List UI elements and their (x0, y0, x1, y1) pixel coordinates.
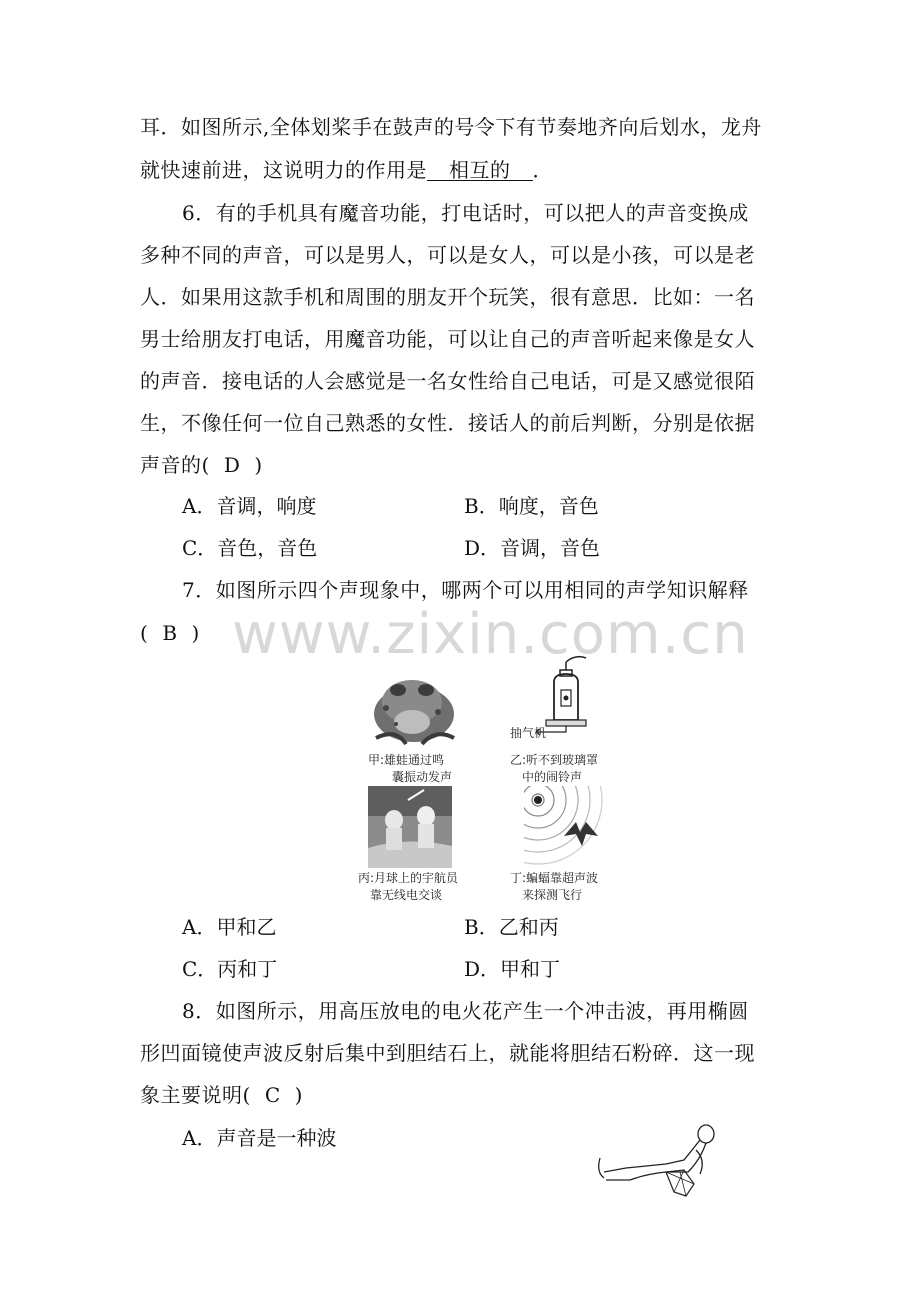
q6-line-5: 的声音．接电话的人会感觉是一名女性给自己电话，可是又感觉很陌 (140, 369, 755, 393)
q6-option-b: B．响度，音色 (464, 494, 599, 518)
caption-bing: 丙:月球上的宇航员 靠无线电交谈 (358, 871, 459, 902)
frog-image (366, 668, 462, 748)
q7-open-paren: ( (140, 621, 149, 645)
q6-option-d: D．音调，音色 (464, 536, 601, 560)
q7-option-d: D．甲和丁 (464, 957, 561, 981)
q6-line-1: 6．有的手机具有魔音功能，打电话时，可以把人的声音变换成 (182, 201, 749, 225)
q7-option-a: A．甲和乙 (182, 915, 277, 939)
caption-jia: 甲:雄蛙通过鸣 囊振动发声 (368, 753, 453, 784)
q8-answer: C (264, 1083, 281, 1107)
q5-end: ． (532, 158, 553, 182)
pump-label: 抽气机 (510, 726, 547, 740)
q5-answer-blank: 相互的 (427, 160, 533, 181)
q7-close-paren: ) (191, 621, 200, 645)
lithotripsy-image (596, 1120, 720, 1200)
q6-line-2: 多种不同的声音，可以是男人，可以是女人，可以是小孩，可以是老 (140, 243, 755, 267)
watermark: www.zixin.com.cn (232, 602, 749, 667)
q6-stem-end: 声音的( (140, 453, 210, 477)
q8-line-1: 8．如图所示，用高压放电的电火花产生一个冲击波，再用椭圆 (182, 999, 749, 1023)
q6-answer: D (223, 453, 241, 477)
caption-ding: 丁:蝙蝠靠超声波 来探测飞行 (510, 871, 599, 902)
q8-option-a: A．声音是一种波 (182, 1126, 337, 1150)
q6-option-a: A．音调，响度 (182, 494, 317, 518)
q7-answer: B (162, 621, 178, 645)
caption-yi: 乙:听不到玻璃罩 中的闹铃声 (510, 753, 599, 784)
q5-line-2 (140, 160, 553, 181)
q7-option-b: B．乙和丙 (464, 915, 559, 939)
q6-line-7 (140, 455, 263, 475)
q8-line-3 (140, 1085, 303, 1105)
q8-stem-end: 象主要说明( (140, 1083, 251, 1107)
q6-line-4: 男士给朋友打电话，用魔音功能，可以让自己的声音听起来像是女人 (140, 327, 755, 351)
q6-line-6: 生，不像任何一位自己熟悉的女性．接话人的前后判断，分别是依据 (140, 411, 755, 435)
bat-image (524, 786, 608, 868)
q7-line-2 (140, 623, 200, 643)
q5-line-1: 耳．如图所示,全体划桨手在鼓声的号令下有节奏地齐向后划水，龙舟 (140, 115, 762, 139)
q7-line-1: 7．如图所示四个声现象中，哪两个可以用相同的声学知识解释 (182, 578, 749, 602)
q7-option-c: C．丙和丁 (182, 957, 278, 981)
astronauts-image (368, 786, 452, 868)
q6-line-3: 人．如果用这款手机和周围的朋友开个玩笑，很有意思．比如：一名 (140, 285, 755, 309)
q8-line-2: 形凹面镜使声波反射后集中到胆结石上，就能将胆结石粉碎．这一现 (140, 1041, 755, 1065)
q8-close-paren: ) (294, 1083, 303, 1107)
q5-stem: 就快速前进，这说明力的作用是 (140, 158, 427, 182)
q6-close-paren: ) (254, 453, 263, 477)
q6-option-c: C．音色，音色 (182, 536, 318, 560)
